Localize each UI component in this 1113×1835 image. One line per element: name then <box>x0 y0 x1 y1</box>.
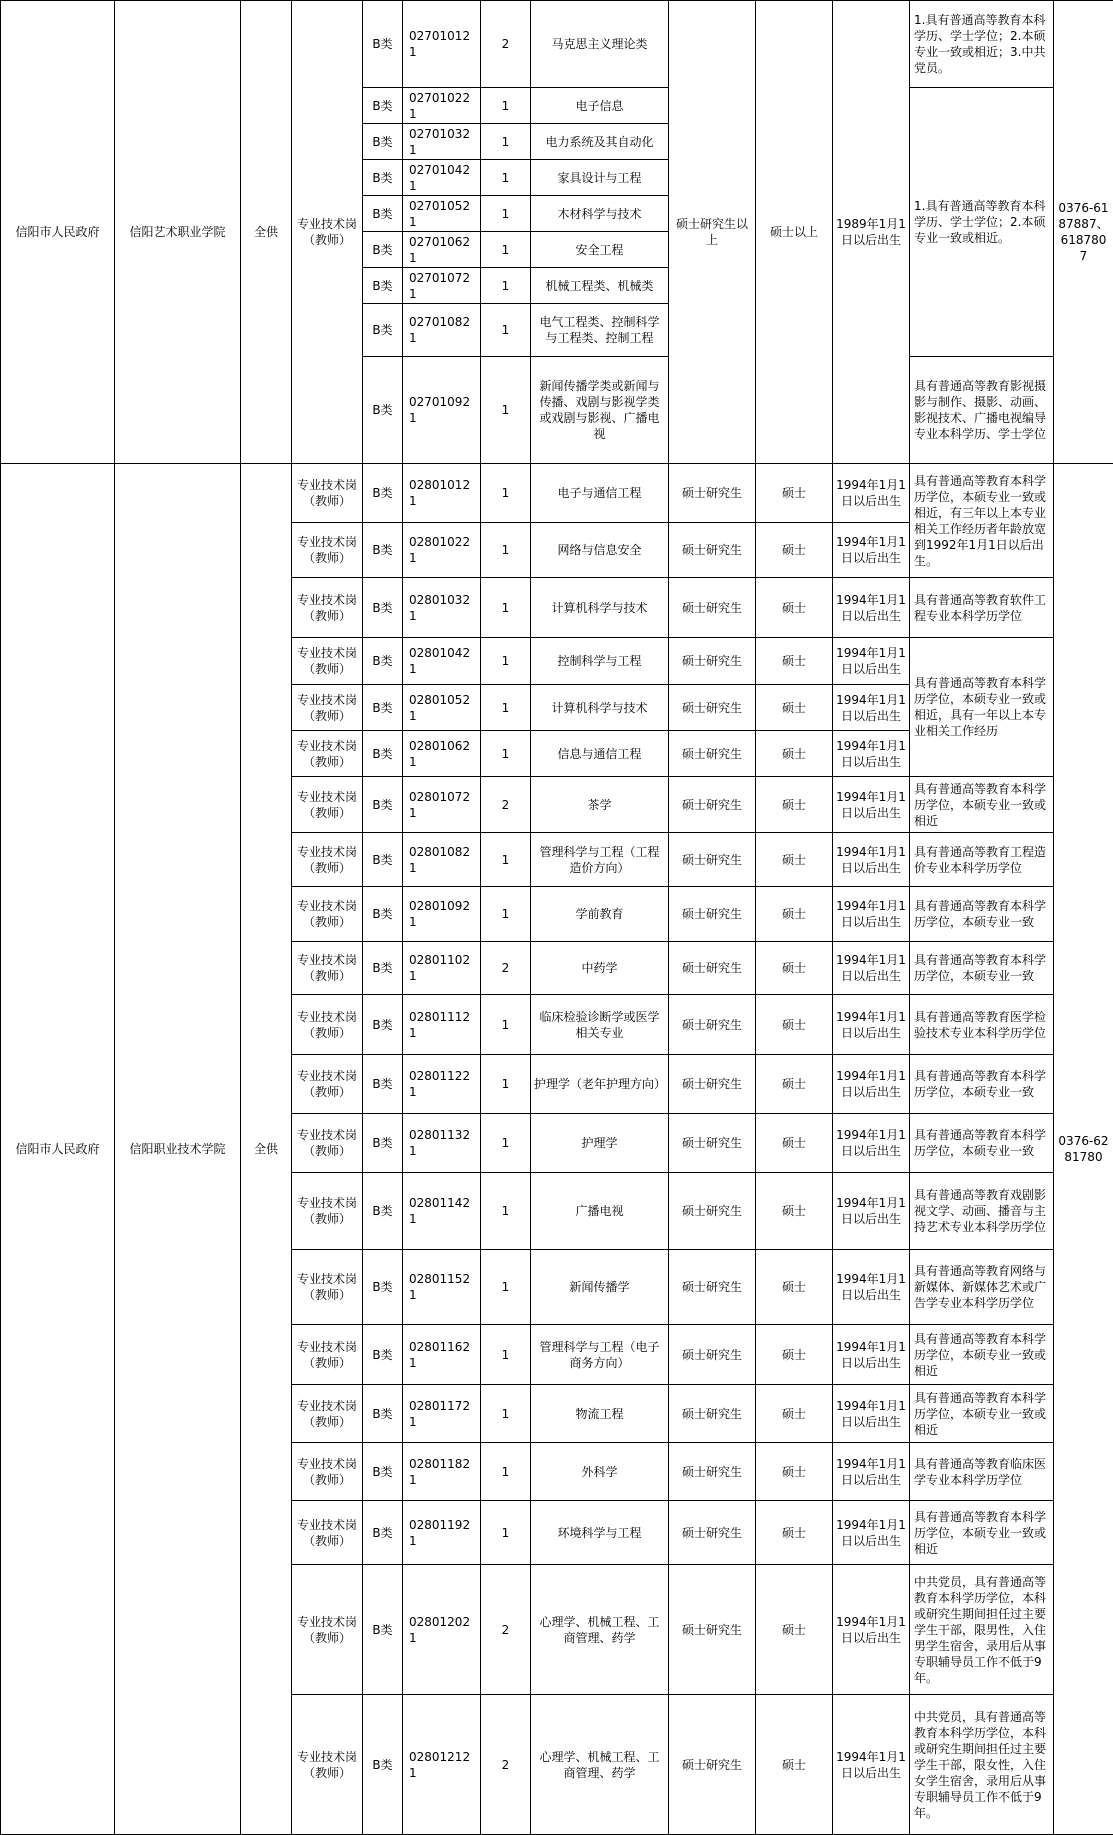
post-code-cell: 028010721 <box>403 777 481 833</box>
remark-cell: 具有普通高等教育本科学历学位，本硕专业一致或相近 <box>910 1325 1054 1385</box>
phone-cell: 0376-6187887、6187807 <box>1054 1 1113 464</box>
post-type-cell: 专业技术岗（教师） <box>292 1173 363 1250</box>
category-cell: B类 <box>363 160 403 196</box>
post-type-cell: 专业技术岗（教师） <box>292 1695 363 1835</box>
hire-count-cell: 1 <box>481 357 531 464</box>
remark-cell: 具有普通高等教育本科学历学位，本硕专业一致或相近，具有一年以上本专业相关工作经历 <box>910 638 1054 777</box>
age-cell: 1989年1月1日以后出生 <box>833 1 910 464</box>
remark-cell: 中共党员，具有普通高等教育本科学历学位，本科或研究生期间担任过主要学生干部，限男性，入住男学生宿舍，录用后从事专职辅导员工作不低于9年。 <box>910 1565 1054 1695</box>
education-cell: 硕士研究生 <box>669 833 756 887</box>
age-cell: 1994年1月1日以后出生 <box>833 638 910 685</box>
table-row <box>1 1 1113 88</box>
education-cell: 硕士研究生 <box>669 731 756 777</box>
major-cell: 电气工程类、控制科学与工程类、控制工程 <box>531 304 669 357</box>
degree-cell: 硕士 <box>756 1055 833 1114</box>
category-cell: B类 <box>363 523 403 578</box>
category-cell: B类 <box>363 1173 403 1250</box>
hire-count-cell: 1 <box>481 578 531 638</box>
education-cell: 硕士研究生 <box>669 464 756 523</box>
category-cell: B类 <box>363 232 403 268</box>
major-cell: 控制科学与工程 <box>531 638 669 685</box>
remark-cell: 具有普通高等教育临床医学专业本科学历学位 <box>910 1443 1054 1501</box>
post-code-cell: 028012021 <box>403 1565 481 1695</box>
remark-cell: 具有普通高等教育戏剧影视文学、动画、播音与主持艺术专业本科学历学位 <box>910 1173 1054 1250</box>
post-code-cell: 027010121 <box>403 1 481 88</box>
major-cell: 新闻传播学类或新闻与传播、戏剧与影视学类或戏剧与影视、广播电视 <box>531 357 669 464</box>
major-cell: 木材科学与技术 <box>531 196 669 232</box>
category-cell: B类 <box>363 124 403 160</box>
category-cell: B类 <box>363 304 403 357</box>
hire-count-cell: 2 <box>481 1695 531 1835</box>
age-cell: 1994年1月1日以后出生 <box>833 1055 910 1114</box>
category-cell: B类 <box>363 1325 403 1385</box>
post-type-cell: 专业技术岗（教师） <box>292 1250 363 1325</box>
category-cell: B类 <box>363 88 403 124</box>
post-code-cell: 028011521 <box>403 1250 481 1325</box>
degree-cell: 硕士 <box>756 1114 833 1173</box>
education-cell: 硕士研究生 <box>669 578 756 638</box>
degree-cell: 硕士 <box>756 685 833 731</box>
post-code-cell: 028011621 <box>403 1325 481 1385</box>
education-cell: 硕士研究生 <box>669 1173 756 1250</box>
unit-cell: 信阳职业技术学院 <box>115 464 241 1835</box>
age-cell: 1994年1月1日以后出生 <box>833 1325 910 1385</box>
post-code-cell: 028011321 <box>403 1114 481 1173</box>
education-cell: 硕士研究生 <box>669 1250 756 1325</box>
major-cell: 广播电视 <box>531 1173 669 1250</box>
education-cell: 硕士研究生 <box>669 942 756 995</box>
remark-cell: 具有普通高等教育本科学历学位，本硕专业一致 <box>910 887 1054 942</box>
degree-cell: 硕士 <box>756 731 833 777</box>
degree-cell: 硕士 <box>756 578 833 638</box>
post-code-cell: 028010221 <box>403 523 481 578</box>
category-cell: B类 <box>363 995 403 1055</box>
remark-cell: 具有普通高等教育本科学历学位，本硕专业一致 <box>910 1055 1054 1114</box>
category-cell: B类 <box>363 942 403 995</box>
major-cell: 电子与通信工程 <box>531 464 669 523</box>
phone-cell: 0376-6281780 <box>1054 464 1113 1835</box>
remark-cell: 1.具有普通高等教育本科学历、学士学位；2.本硕专业一致或相近；3.中共党员。 <box>910 1 1054 88</box>
post-type-cell: 专业技术岗（教师） <box>292 995 363 1055</box>
post-type-cell: 专业技术岗（教师） <box>292 1501 363 1565</box>
category-cell: B类 <box>363 1385 403 1443</box>
degree-cell: 硕士 <box>756 464 833 523</box>
post-code-cell: 027010321 <box>403 124 481 160</box>
age-cell: 1994年1月1日以后出生 <box>833 995 910 1055</box>
funding-cell: 全供 <box>241 464 292 1835</box>
major-cell: 新闻传播学 <box>531 1250 669 1325</box>
degree-cell: 硕士 <box>756 887 833 942</box>
post-code-cell: 028011221 <box>403 1055 481 1114</box>
major-cell: 临床检验诊断学或医学相关专业 <box>531 995 669 1055</box>
post-code-cell: 028011421 <box>403 1173 481 1250</box>
category-cell: B类 <box>363 638 403 685</box>
hire-count-cell: 2 <box>481 777 531 833</box>
age-cell: 1994年1月1日以后出生 <box>833 523 910 578</box>
post-type-cell: 专业技术岗（教师） <box>292 1114 363 1173</box>
age-cell: 1994年1月1日以后出生 <box>833 1695 910 1835</box>
hire-count-cell: 1 <box>481 995 531 1055</box>
category-cell: B类 <box>363 196 403 232</box>
degree-cell: 硕士 <box>756 942 833 995</box>
remark-cell: 具有普通高等教育本科学历学位，本硕专业一致或相近，有三年以上本专业相关工作经历者年龄放宽到1992年1月1日以后出生。 <box>910 464 1054 578</box>
degree-cell: 硕士 <box>756 1385 833 1443</box>
hire-count-cell: 1 <box>481 731 531 777</box>
major-cell: 安全工程 <box>531 232 669 268</box>
hire-count-cell: 2 <box>481 942 531 995</box>
age-cell: 1994年1月1日以后出生 <box>833 578 910 638</box>
post-type-cell: 专业技术岗（教师） <box>292 638 363 685</box>
remark-cell: 具有普通高等教育本科学历学位，本硕专业一致或相近 <box>910 1385 1054 1443</box>
hire-count-cell: 1 <box>481 523 531 578</box>
age-cell: 1994年1月1日以后出生 <box>833 1385 910 1443</box>
major-cell: 网络与信息安全 <box>531 523 669 578</box>
major-cell: 学前教育 <box>531 887 669 942</box>
education-cell: 硕士研究生 <box>669 995 756 1055</box>
category-cell: B类 <box>363 357 403 464</box>
post-code-cell: 028011721 <box>403 1385 481 1443</box>
degree-cell: 硕士 <box>756 833 833 887</box>
age-cell: 1994年1月1日以后出生 <box>833 1173 910 1250</box>
hire-count-cell: 1 <box>481 1325 531 1385</box>
age-cell: 1994年1月1日以后出生 <box>833 1501 910 1565</box>
age-cell: 1994年1月1日以后出生 <box>833 833 910 887</box>
hire-count-cell: 1 <box>481 1114 531 1173</box>
major-cell: 护理学（老年护理方向） <box>531 1055 669 1114</box>
remark-cell: 具有普通高等教育医学检验技术专业本科学历学位 <box>910 995 1054 1055</box>
post-type-cell: 专业技术岗（教师） <box>292 685 363 731</box>
post-code-cell: 028012121 <box>403 1695 481 1835</box>
education-cell: 硕士研究生 <box>669 1325 756 1385</box>
degree-cell: 硕士 <box>756 1565 833 1695</box>
hire-count-cell: 1 <box>481 88 531 124</box>
post-type-cell: 专业技术岗（教师） <box>292 1385 363 1443</box>
post-type-cell: 专业技术岗（教师） <box>292 1325 363 1385</box>
hire-count-cell: 1 <box>481 232 531 268</box>
remark-cell: 具有普通高等教育本科学历学位，本硕专业一致 <box>910 942 1054 995</box>
degree-cell: 硕士 <box>756 1443 833 1501</box>
post-type-cell: 专业技术岗（教师） <box>292 942 363 995</box>
degree-cell: 硕士 <box>756 1695 833 1835</box>
age-cell: 1994年1月1日以后出生 <box>833 1443 910 1501</box>
post-code-cell: 027010921 <box>403 357 481 464</box>
post-type-cell: 专业技术岗（教师） <box>292 731 363 777</box>
table-row <box>1 464 1113 523</box>
post-code-cell: 028010121 <box>403 464 481 523</box>
post-code-cell: 028011921 <box>403 1501 481 1565</box>
post-type-cell: 专业技术岗（教师） <box>292 1 363 464</box>
education-cell: 硕士研究生以上 <box>669 1 756 464</box>
hire-count-cell: 2 <box>481 1565 531 1695</box>
category-cell: B类 <box>363 1055 403 1114</box>
hire-count-cell: 1 <box>481 833 531 887</box>
age-cell: 1994年1月1日以后出生 <box>833 777 910 833</box>
major-cell: 心理学、机械工程、工商管理、药学 <box>531 1565 669 1695</box>
hire-count-cell: 1 <box>481 638 531 685</box>
category-cell: B类 <box>363 464 403 523</box>
degree-cell: 硕士 <box>756 638 833 685</box>
category-cell: B类 <box>363 685 403 731</box>
hire-count-cell: 1 <box>481 1385 531 1443</box>
major-cell: 物流工程 <box>531 1385 669 1443</box>
education-cell: 硕士研究生 <box>669 1695 756 1835</box>
hire-count-cell: 1 <box>481 1501 531 1565</box>
degree-cell: 硕士 <box>756 995 833 1055</box>
post-code-cell: 028011021 <box>403 942 481 995</box>
funding-cell: 全供 <box>241 1 292 464</box>
category-cell: B类 <box>363 1695 403 1835</box>
post-code-cell: 027010221 <box>403 88 481 124</box>
category-cell: B类 <box>363 1114 403 1173</box>
degree-cell: 硕士 <box>756 1325 833 1385</box>
major-cell: 护理学 <box>531 1114 669 1173</box>
category-cell: B类 <box>363 578 403 638</box>
remark-cell: 具有普通高等教育软件工程专业本科学历学位 <box>910 578 1054 638</box>
education-cell: 硕士研究生 <box>669 685 756 731</box>
post-code-cell: 027010721 <box>403 268 481 304</box>
post-code-cell: 027010421 <box>403 160 481 196</box>
remark-cell: 具有普通高等教育网络与新媒体、新媒体艺术或广告学专业本科学历学位 <box>910 1250 1054 1325</box>
category-cell: B类 <box>363 731 403 777</box>
post-type-cell: 专业技术岗（教师） <box>292 523 363 578</box>
education-cell: 硕士研究生 <box>669 777 756 833</box>
major-cell: 管理科学与工程（工程造价方向） <box>531 833 669 887</box>
post-code-cell: 028010621 <box>403 731 481 777</box>
remark-cell: 1.具有普通高等教育本科学历、学士学位；2.本硕专业一致或相近。 <box>910 88 1054 357</box>
major-cell: 计算机科学与技术 <box>531 685 669 731</box>
age-cell: 1994年1月1日以后出生 <box>833 942 910 995</box>
age-cell: 1994年1月1日以后出生 <box>833 731 910 777</box>
education-cell: 硕士研究生 <box>669 1443 756 1501</box>
post-code-cell: 027010821 <box>403 304 481 357</box>
age-cell: 1994年1月1日以后出生 <box>833 685 910 731</box>
post-type-cell: 专业技术岗（教师） <box>292 1443 363 1501</box>
degree-cell: 硕士 <box>756 1173 833 1250</box>
post-code-cell: 028011121 <box>403 995 481 1055</box>
remark-cell: 具有普通高等教育本科学历学位，本硕专业一致或相近 <box>910 1501 1054 1565</box>
hire-count-cell: 1 <box>481 124 531 160</box>
age-cell: 1994年1月1日以后出生 <box>833 1565 910 1695</box>
remark-cell: 中共党员，具有普通高等教育本科学历学位，本科或研究生期间担任过主要学生干部，限女性，入住女学生宿舍，录用后从事专职辅导员工作不低于9年。 <box>910 1695 1054 1835</box>
degree-cell: 硕士 <box>756 1250 833 1325</box>
age-cell: 1994年1月1日以后出生 <box>833 464 910 523</box>
major-cell: 电子信息 <box>531 88 669 124</box>
post-type-cell: 专业技术岗（教师） <box>292 1055 363 1114</box>
degree-cell: 硕士 <box>756 777 833 833</box>
remark-cell: 具有普通高等教育影视摄影与制作、摄影、动画、影视技术、广播电视编导专业本科学历、学士学位 <box>910 357 1054 464</box>
hire-count-cell: 1 <box>481 1250 531 1325</box>
unit-cell: 信阳艺术职业学院 <box>115 1 241 464</box>
category-cell: B类 <box>363 1565 403 1695</box>
hire-count-cell: 1 <box>481 1443 531 1501</box>
hire-count-cell: 1 <box>481 887 531 942</box>
category-cell: B类 <box>363 777 403 833</box>
education-cell: 硕士研究生 <box>669 523 756 578</box>
education-cell: 硕士研究生 <box>669 1565 756 1695</box>
hire-count-cell: 1 <box>481 464 531 523</box>
post-type-cell: 专业技术岗（教师） <box>292 1565 363 1695</box>
education-cell: 硕士研究生 <box>669 638 756 685</box>
age-cell: 1994年1月1日以后出生 <box>833 1250 910 1325</box>
remark-cell: 具有普通高等教育本科学历学位，本硕专业一致或相近 <box>910 777 1054 833</box>
department-cell: 信阳市人民政府 <box>1 1 115 464</box>
post-code-cell: 028010521 <box>403 685 481 731</box>
major-cell: 计算机科学与技术 <box>531 578 669 638</box>
education-cell: 硕士研究生 <box>669 1055 756 1114</box>
post-type-cell: 专业技术岗（教师） <box>292 777 363 833</box>
post-type-cell: 专业技术岗（教师） <box>292 887 363 942</box>
post-code-cell: 028011821 <box>403 1443 481 1501</box>
degree-cell: 硕士 <box>756 523 833 578</box>
major-cell: 电力系统及其自动化 <box>531 124 669 160</box>
post-code-cell: 028010421 <box>403 638 481 685</box>
category-cell: B类 <box>363 887 403 942</box>
education-cell: 硕士研究生 <box>669 1114 756 1173</box>
remark-cell: 具有普通高等教育本科学历学位，本硕专业一致 <box>910 1114 1054 1173</box>
major-cell: 中药学 <box>531 942 669 995</box>
category-cell: B类 <box>363 1443 403 1501</box>
remark-cell: 具有普通高等教育工程造价专业本科学历学位 <box>910 833 1054 887</box>
post-code-cell: 028010821 <box>403 833 481 887</box>
hire-count-cell: 1 <box>481 1055 531 1114</box>
post-code-cell: 027010621 <box>403 232 481 268</box>
degree-cell: 硕士以上 <box>756 1 833 464</box>
major-cell: 家具设计与工程 <box>531 160 669 196</box>
hire-count-cell: 1 <box>481 160 531 196</box>
major-cell: 心理学、机械工程、工商管理、药学 <box>531 1695 669 1835</box>
major-cell: 信息与通信工程 <box>531 731 669 777</box>
major-cell: 茶学 <box>531 777 669 833</box>
major-cell: 管理科学与工程（电子商务方向） <box>531 1325 669 1385</box>
hire-count-cell: 1 <box>481 304 531 357</box>
age-cell: 1994年1月1日以后出生 <box>833 887 910 942</box>
category-cell: B类 <box>363 1501 403 1565</box>
major-cell: 马克思主义理论类 <box>531 1 669 88</box>
post-code-cell: 027010521 <box>403 196 481 232</box>
major-cell: 环境科学与工程 <box>531 1501 669 1565</box>
hire-count-cell: 1 <box>481 685 531 731</box>
post-code-cell: 028010921 <box>403 887 481 942</box>
category-cell: B类 <box>363 1250 403 1325</box>
post-code-cell: 028010321 <box>403 578 481 638</box>
post-type-cell: 专业技术岗（教师） <box>292 578 363 638</box>
category-cell: B类 <box>363 833 403 887</box>
department-cell: 信阳市人民政府 <box>1 464 115 1835</box>
post-type-cell: 专业技术岗（教师） <box>292 464 363 523</box>
post-type-cell: 专业技术岗（教师） <box>292 833 363 887</box>
education-cell: 硕士研究生 <box>669 887 756 942</box>
category-cell: B类 <box>363 268 403 304</box>
hire-count-cell: 1 <box>481 1173 531 1250</box>
degree-cell: 硕士 <box>756 1501 833 1565</box>
age-cell: 1994年1月1日以后出生 <box>833 1114 910 1173</box>
hire-count-cell: 1 <box>481 196 531 232</box>
hire-count-cell: 2 <box>481 1 531 88</box>
category-cell: B类 <box>363 1 403 88</box>
education-cell: 硕士研究生 <box>669 1385 756 1443</box>
hire-count-cell: 1 <box>481 268 531 304</box>
major-cell: 外科学 <box>531 1443 669 1501</box>
major-cell: 机械工程类、机械类 <box>531 268 669 304</box>
education-cell: 硕士研究生 <box>669 1501 756 1565</box>
